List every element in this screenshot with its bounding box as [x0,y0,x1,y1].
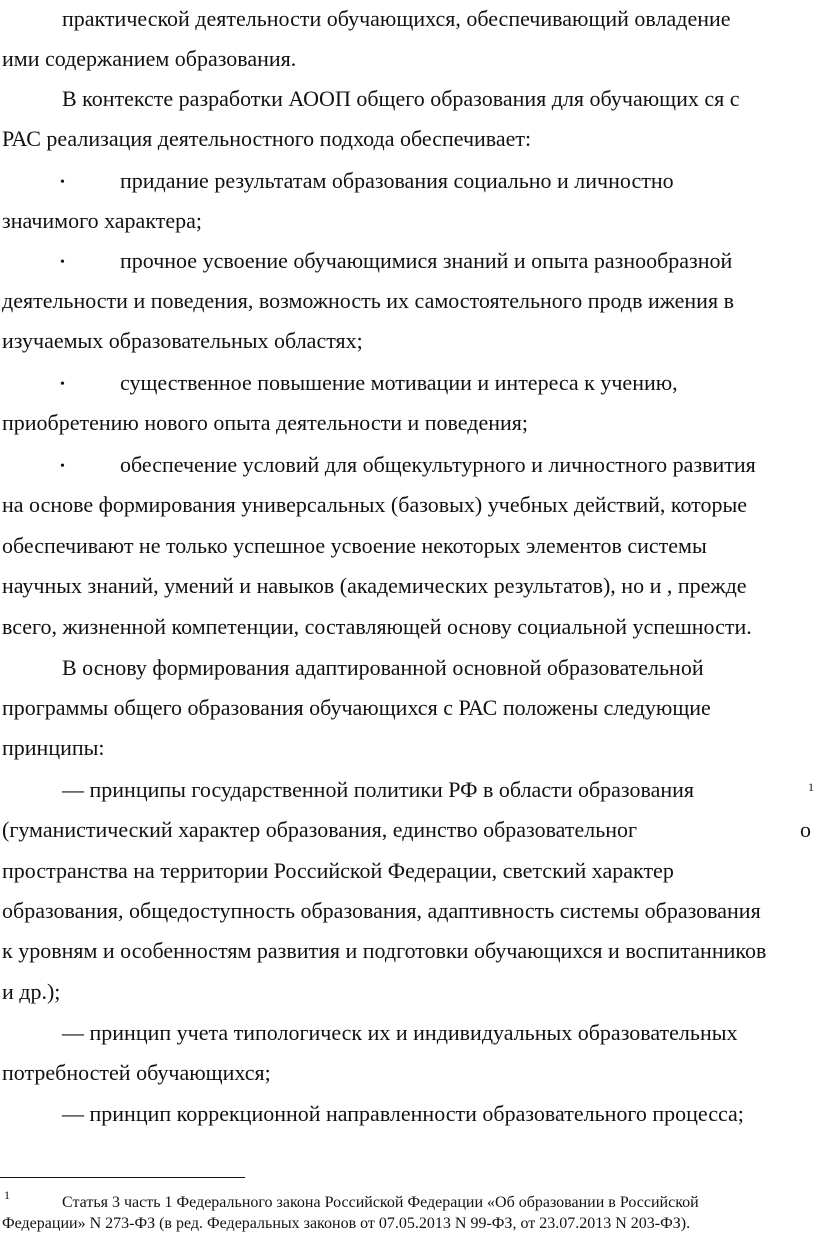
text-line: В основу формирования адаптированной основной образовательной [62,655,704,680]
footnote-marker: 1 [4,1188,10,1202]
stray-letter: о [800,817,811,842]
text-line: РАС реализация деятельностного подхода обеспечивает: [2,126,532,151]
text-line: изучаемых образовательных областях; [2,328,363,353]
bullet-item-text: существенное повышение мотивации и интереса к учению, [120,370,678,395]
text-line: программы общего образования обучающихся с РАС положены следующие [2,695,711,720]
text-line: на основе формирования универсальных (базовых) учебных действий, которые [2,492,748,517]
text-line: (гуманистический характер образования, единство образовательног [2,817,638,842]
bullet-icon: • [60,175,65,190]
text-line: образования, общедоступность образования, адаптивность системы образования [2,898,761,923]
footnote-separator [0,1177,245,1178]
bullet-item-text: прочное усвоение обучающимися знаний и опыта разнообразной [120,248,733,273]
text-line: научных знаний, умений и навыков (академических результатов), но и , прежде [2,573,747,598]
text-line: всего, жизненной компетенции, составляющей основу социальной успешности. [2,614,752,639]
footnote-text: Статья 3 часть 1 Федерального закона Российской Федерации «Об образовании в Российской [62,1194,699,1211]
text-line: к уровням и особенностям развития и подготовки обучающихся и воспитанников [2,938,767,963]
text-line: пространства на территории Российской Федерации, светский характер [2,858,674,883]
bullet-item-text: обеспечение условий для общекультурного и личностного развития [120,452,756,477]
text-line: практической деятельности обучающихся, обеспечивающий овладение [62,6,731,31]
text-line: и др.); [2,979,61,1004]
text-line: — принцип коррекционной направленности образовательного процесса; [62,1101,744,1126]
text-line: деятельности и поведения, возможность их самостоятельного продв ижения в [2,288,734,313]
bullet-item-text: придание результатам образования социально и личностно [120,168,674,193]
bullet-icon: • [60,377,65,392]
footnote-text: Федерации» N 273-ФЗ (в ред. Федеральных законов от 07.05.2013 N 99-ФЗ, от 23.07.2013 N 203-ФЗ). [2,1215,691,1232]
text-line: В контексте разработки АООП общего образования для обучающих ся с [62,86,740,111]
text-line: приобретению нового опыта деятельности и поведения; [2,410,529,435]
text-line: обеспечивают не только успешное усвоение некоторых элементов системы [2,533,707,558]
text-line: ими содержанием образования. [2,46,297,71]
footnote-reference[interactable]: 1 [808,780,814,794]
bullet-icon: • [60,459,65,474]
text-line: значимого характера; [2,208,202,233]
text-line: принципы: [2,735,105,760]
text-line: — принцип учета типологическ их и индивидуальных образовательных [62,1020,738,1045]
bullet-icon: • [60,255,65,270]
text-line: потребностей обучающихся; [2,1060,271,1085]
text-line: — принципы государственной политики РФ в области образования [62,777,695,802]
